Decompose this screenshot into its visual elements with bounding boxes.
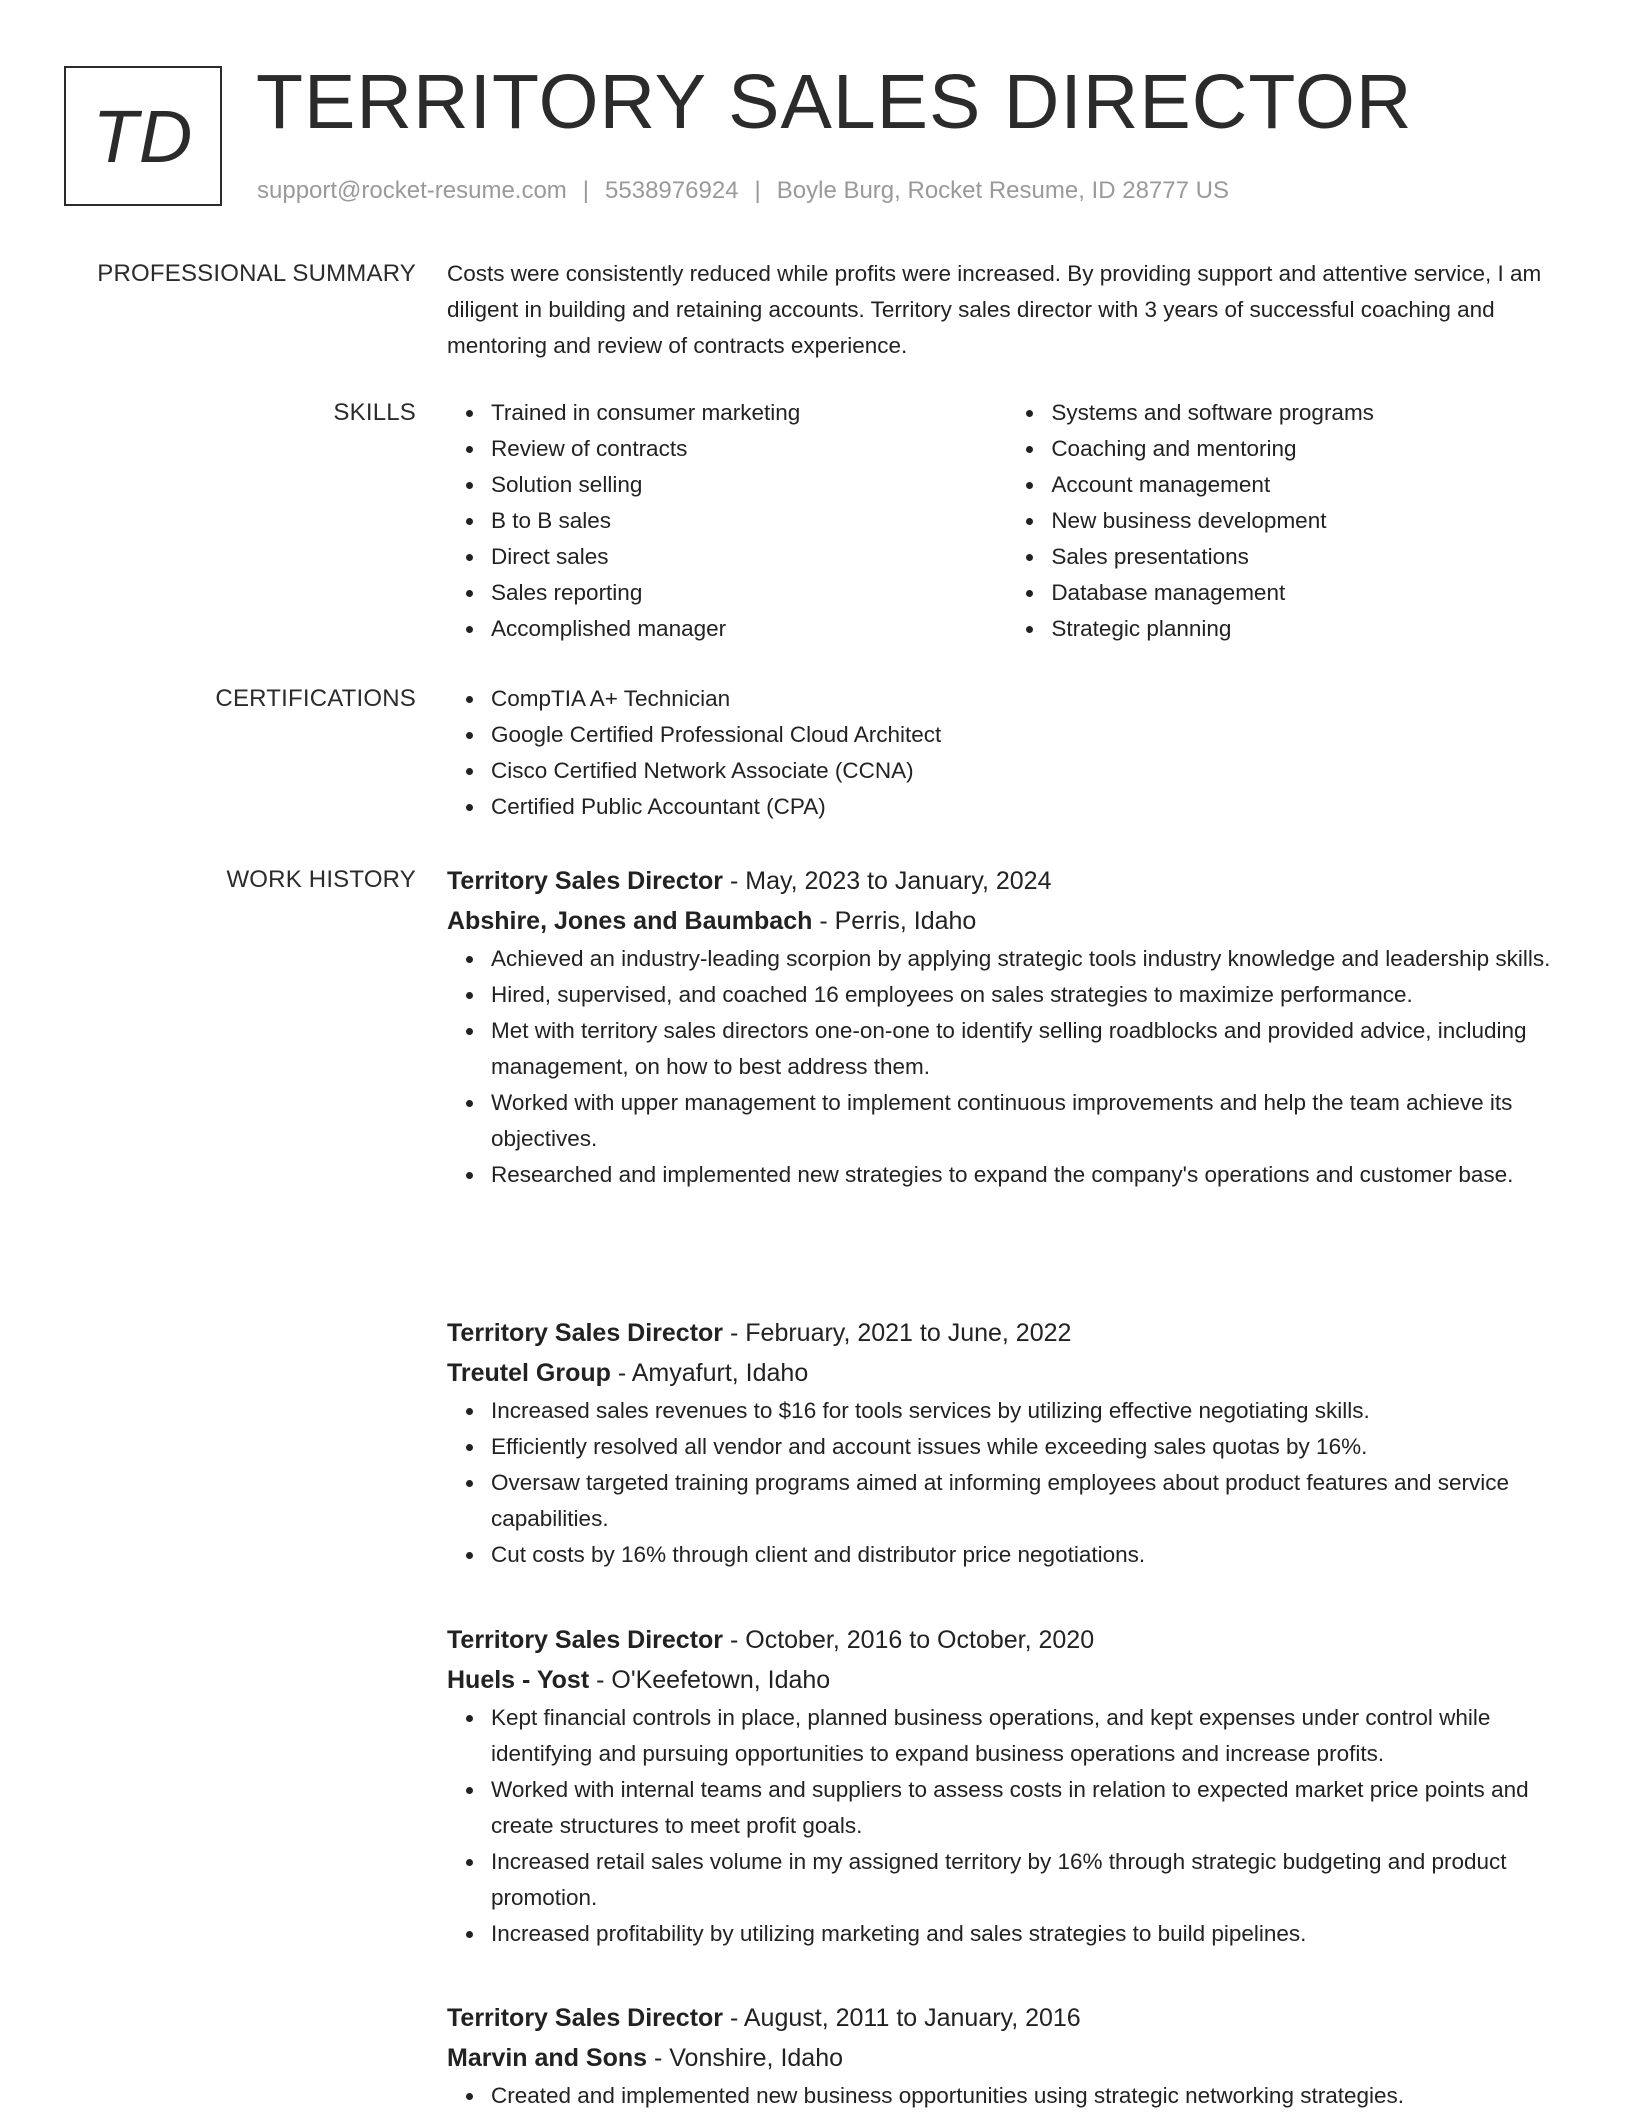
skill-item: Strategic planning: [1051, 611, 1577, 647]
separator: |: [754, 177, 761, 204]
job-entry: [447, 1313, 1577, 1573]
certification-item: Certified Public Accountant (CPA): [491, 789, 1577, 825]
skills-heading: SKILLS: [333, 399, 416, 426]
job-company-line: [447, 1353, 1577, 1393]
skills-list-right: [1007, 395, 1577, 647]
job-dates: - August, 2011 to January, 2016: [723, 2004, 1081, 2032]
job-company-line: [447, 1660, 1577, 1700]
address-text: Boyle Burg, Rocket Resume, ID 28777 US: [776, 177, 1229, 204]
job-location: - O'Keefetown, Idaho: [589, 1666, 831, 1694]
summary-heading: PROFESSIONAL SUMMARY: [97, 260, 416, 287]
job-bullet: Increased sales revenues to $16 for tools services by utilizing effective negotiating skills.: [491, 1393, 1577, 1429]
skill-item: Review of contracts: [491, 431, 1007, 467]
job-bullet: Increased profitability by utilizing marketing and sales strategies to build pipelines.: [491, 1916, 1577, 1952]
job-company: Treutel Group: [447, 1359, 611, 1387]
job-bullet: Cut costs by 16% through client and distributor price negotiations.: [491, 1537, 1577, 1573]
separator: |: [582, 177, 590, 204]
job-entry: [447, 1620, 1577, 1952]
skill-item: Coaching and mentoring: [1051, 431, 1577, 467]
job-bullet-list: [447, 941, 1577, 1193]
job-location: - Vonshire, Idaho: [647, 2044, 844, 2072]
job-bullet: Kept financial controls in place, planned business operations, and kept expenses under control while identifying and pursuing opportunities to expand business operations and increase profits.: [491, 1700, 1577, 1772]
job-title-line: [447, 861, 1577, 901]
job-dates: - February, 2021 to June, 2022: [723, 1319, 1072, 1347]
work-history-heading: WORK HISTORY: [226, 866, 416, 893]
skill-item: Account management: [1051, 467, 1577, 503]
monogram-logo: TD: [64, 66, 222, 206]
skill-item: New business development: [1051, 503, 1577, 539]
job-bullet: Achieved an industry-leading scorpion by applying strategic tools industry knowledge and leadership skills.: [491, 941, 1577, 977]
email-text: support@rocket-resume.com: [257, 177, 567, 204]
job-title: Territory Sales Director: [447, 1319, 724, 1347]
skill-item: Solution selling: [491, 467, 1007, 503]
job-company: Abshire, Jones and Baumbach: [447, 907, 813, 935]
job-title-line: [447, 1998, 1577, 2038]
certifications-list: [447, 681, 1577, 825]
skill-item: Sales presentations: [1051, 539, 1577, 575]
skills-section: [447, 395, 1577, 647]
skill-item: Sales reporting: [491, 575, 1007, 611]
certification-item: Cisco Certified Network Associate (CCNA): [491, 753, 1577, 789]
certifications-section: [447, 681, 1577, 825]
job-bullet: Oversaw targeted training programs aimed at informing employees about product features and service capabilities.: [491, 1465, 1577, 1537]
job-bullet-list: [447, 1393, 1577, 1573]
certifications-heading: CERTIFICATIONS: [215, 685, 416, 712]
skill-item: Database management: [1051, 575, 1577, 611]
job-bullet: Met with territory sales directors one-on-one to identify selling roadblocks and provided advice, including management, on how to best address them.: [491, 1013, 1577, 1085]
job-company: Huels - Yost: [447, 1666, 590, 1694]
job-bullet-list: [447, 2078, 1577, 2114]
job-bullet: Hired, supervised, and coached 16 employees on sales strategies to maximize performance.: [491, 977, 1577, 1013]
job-bullet: Researched and implemented new strategies to expand the company's operations and customer base.: [491, 1157, 1577, 1193]
certification-item: CompTIA A+ Technician: [491, 681, 1577, 717]
job-bullet: Increased retail sales volume in my assigned territory by 16% through strategic budgeting and product promotion.: [491, 1844, 1577, 1916]
summary-section: [447, 256, 1577, 364]
resume-title: TERRITORY SALES DIRECTOR: [256, 59, 1413, 145]
certification-item: Google Certified Professional Cloud Architect: [491, 717, 1577, 753]
skills-list-left: [447, 395, 1007, 647]
job-title-line: [447, 1313, 1577, 1353]
job-dates: - May, 2023 to January, 2024: [723, 867, 1052, 895]
job-bullet: Efficiently resolved all vendor and account issues while exceeding sales quotas by 16%.: [491, 1429, 1577, 1465]
job-title: Territory Sales Director: [447, 2004, 724, 2032]
job-location: - Perris, Idaho: [812, 907, 977, 935]
skill-item: Accomplished manager: [491, 611, 1007, 647]
job-company-line: [447, 901, 1577, 941]
job-location: - Amyafurt, Idaho: [610, 1359, 809, 1387]
job-title: Territory Sales Director: [447, 867, 724, 895]
job-company-line: [447, 2038, 1577, 2078]
job-bullet: Worked with internal teams and suppliers to assess costs in relation to expected market price points and create structures to meet profit goals.: [491, 1772, 1577, 1844]
summary-text: Costs were consistently reduced while profits were increased. By providing support and attentive service, I am diligent in building and retaining accounts. Territory sales director with 3 years of successful coaching and mentoring and review of contracts experience.: [447, 261, 1542, 358]
job-dates: - October, 2016 to October, 2020: [723, 1626, 1095, 1654]
contact-line: [257, 174, 1229, 208]
job-bullet: Worked with upper management to implement continuous improvements and help the team achieve its objectives.: [491, 1085, 1577, 1157]
skill-item: Systems and software programs: [1051, 395, 1577, 431]
job-title: Territory Sales Director: [447, 1626, 724, 1654]
job-entry: [447, 861, 1577, 1193]
job-bullet: Created and implemented new business opportunities using strategic networking strategies.: [491, 2078, 1577, 2114]
skill-item: B to B sales: [491, 503, 1007, 539]
job-bullet-list: [447, 1700, 1577, 1952]
job-company: Marvin and Sons: [447, 2044, 648, 2072]
skill-item: Trained in consumer marketing: [491, 395, 1007, 431]
phone-text: 5538976924: [605, 177, 739, 204]
job-entry: [447, 1998, 1577, 2114]
skill-item: Direct sales: [491, 539, 1007, 575]
job-title-line: [447, 1620, 1577, 1660]
